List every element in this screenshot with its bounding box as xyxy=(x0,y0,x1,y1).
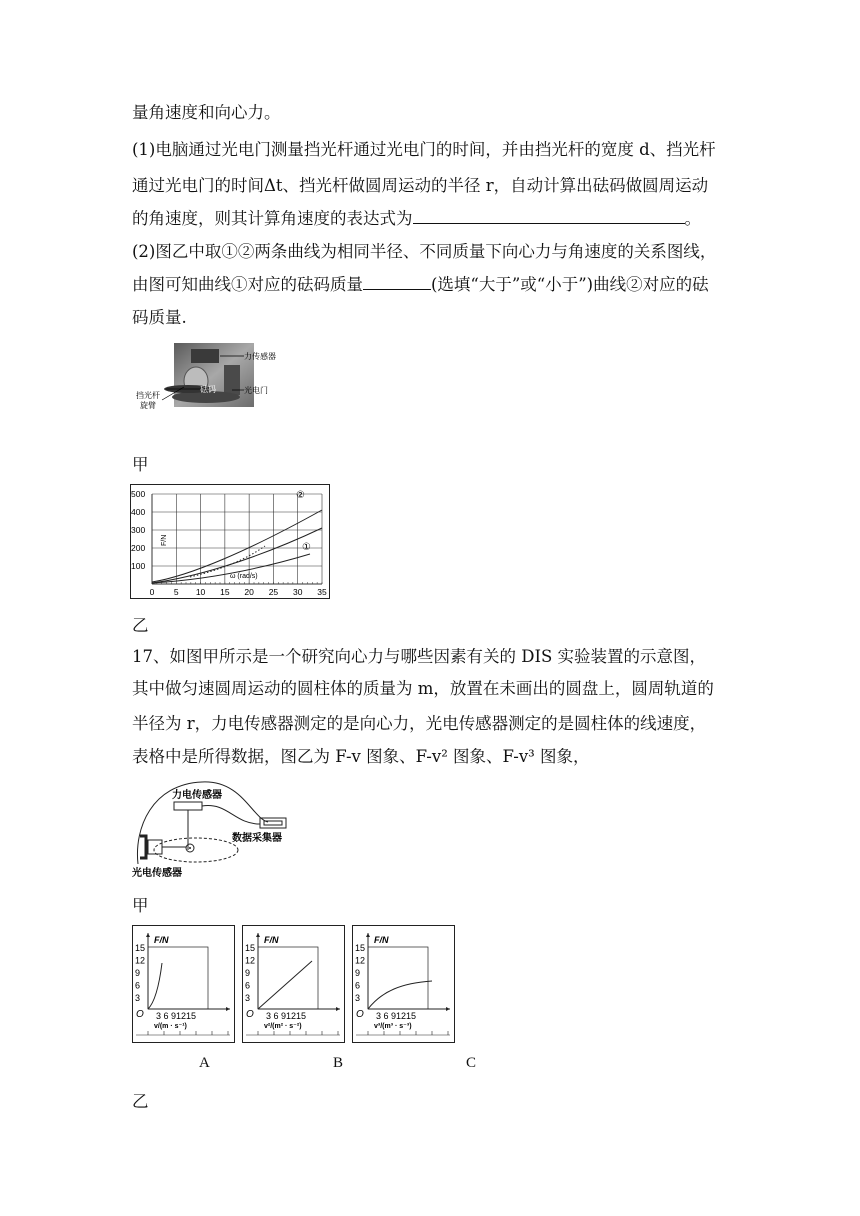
small-y-tick: 15 xyxy=(135,943,146,953)
small-x-label: v/(m · s⁻¹) xyxy=(154,1023,187,1030)
figure-caption-jia: 甲 xyxy=(132,455,149,474)
small-x-ticks: 3 6 91215 xyxy=(156,1011,197,1021)
small-chart-curve xyxy=(368,981,432,1009)
x-tick-label: 5 xyxy=(173,587,179,597)
schematic-collector-label: 数据采集器 xyxy=(232,833,282,844)
small-y-tick: 12 xyxy=(135,955,146,966)
option-a: A xyxy=(199,1055,210,1071)
y-tick-label: 200 xyxy=(131,543,146,553)
label-arm2: 旋臂 xyxy=(140,401,156,409)
q17-line-3: 半径为 r，力电传感器测定的是向心力，光电传感器测定的是圆柱体的线速度， xyxy=(132,714,707,733)
x-arrow-icon xyxy=(446,1007,450,1011)
plot-region xyxy=(148,947,208,1009)
answer-prompt: 的角速度，则其计算角速度的表达式为 xyxy=(132,209,413,228)
x-tick-label: 10 xyxy=(195,587,206,597)
y-axis-label: F/N xyxy=(161,534,168,546)
small-y-tick: 3 xyxy=(135,993,141,1003)
small-chart-curve xyxy=(148,963,162,1009)
small-y-tick: 3 xyxy=(245,993,251,1003)
question-part-2: (2)图乙中取①②两条曲线为相同半径、不同质量下向心力与角速度的关系图线， xyxy=(132,242,717,261)
figure-caption-jia-2: 甲 xyxy=(132,896,149,915)
curve-1-label: ① xyxy=(302,542,311,553)
small-y-label: F/N xyxy=(154,935,169,945)
small-y-label: F/N xyxy=(264,935,279,945)
y-arrow-icon xyxy=(256,933,260,937)
y-tick-label: 500 xyxy=(131,489,146,499)
y-tick-label: 400 xyxy=(131,507,146,517)
y-tick-label: 300 xyxy=(131,525,146,535)
figure-caption-yi-2: 乙 xyxy=(132,1092,149,1111)
option-b: B xyxy=(333,1055,344,1071)
small-y-tick: 6 xyxy=(135,980,141,991)
small-y-tick: 3 xyxy=(355,993,361,1003)
question-part-2-end: 码质量. xyxy=(132,308,187,327)
small-chart-curve xyxy=(258,961,312,1009)
schematic-force-sensor-label: 力电传感器 xyxy=(172,790,222,801)
x-arrow-icon xyxy=(336,1007,340,1011)
question-part-1-cont: 通过光电门的时间Δt、挡光杆做圆周运动的半径 r，自动计算出砝码做圆周运动 xyxy=(132,176,709,195)
y-arrow-icon xyxy=(366,933,370,937)
question-part-1-end xyxy=(132,207,701,230)
option-c: C xyxy=(466,1055,477,1071)
x-tick-label: 35 xyxy=(317,587,327,597)
origin-label: O xyxy=(356,1009,364,1020)
x-arrow-icon xyxy=(226,1007,230,1011)
small-x-ticks: 3 6 91215 xyxy=(266,1011,307,1021)
text-line-1: 量角速度和向心力。 xyxy=(132,103,281,122)
label-photogate: 光电门 xyxy=(244,386,268,395)
origin-label: O xyxy=(136,1009,144,1020)
x-tick-label: 25 xyxy=(268,587,279,597)
figure-caption-yi: 乙 xyxy=(132,616,149,635)
small-y-tick: 6 xyxy=(355,980,361,991)
x-tick-label: 20 xyxy=(244,587,254,597)
period: 。 xyxy=(684,209,701,228)
q17-line-2: 其中做匀速圆周运动的圆柱体的质量为 m，放置在未画出的圆盘上，圆周轨道的 xyxy=(132,679,714,698)
small-charts xyxy=(132,925,460,1043)
q17-line-1: 17、如图甲所示是一个研究向心力与哪些因素有关的 DIS 实验装置的示意图， xyxy=(132,647,707,666)
small-y-label: F/N xyxy=(374,935,389,945)
apparatus-photo xyxy=(136,343,286,409)
y-tick-label: 100 xyxy=(131,561,146,571)
curve-2 xyxy=(152,510,322,582)
small-y-tick: 15 xyxy=(355,943,366,953)
label-force-sensor: 力传感器 xyxy=(244,352,276,361)
curve-2-label: ② xyxy=(296,490,305,501)
answer-prompt-2b: (选填“大于”或“小于”)曲线②对应的砝 xyxy=(431,275,709,294)
dis-schematic xyxy=(132,778,302,880)
x-tick-label: 30 xyxy=(292,587,303,597)
small-x-label: v³/(m³ · s⁻³) xyxy=(374,1023,412,1030)
schematic-photo-sensor-label: 光电传感器 xyxy=(132,868,182,879)
x-tick-label: 0 xyxy=(149,587,155,597)
label-weight: 砝码 xyxy=(200,385,216,394)
answer-blank-2[interactable] xyxy=(363,273,431,290)
question-part-1: (1)电脑通过光电门测量挡光杆通过光电门的时间，并由挡光杆的宽度 d、挡光杆 xyxy=(132,140,716,159)
small-x-ticks: 3 6 91215 xyxy=(376,1011,417,1021)
x-tick-label: 15 xyxy=(220,587,230,597)
small-y-tick: 9 xyxy=(355,968,361,978)
small-y-tick: 12 xyxy=(355,955,366,966)
small-y-tick: 6 xyxy=(245,980,251,991)
answer-blank-1[interactable] xyxy=(413,207,685,224)
small-x-label: v²/(m² · s⁻²) xyxy=(264,1023,302,1030)
answer-prompt-2: 由图可知曲线①对应的砝码质量 xyxy=(132,275,363,294)
force-omega-chart xyxy=(130,484,330,599)
plot-region xyxy=(258,947,318,1009)
small-y-tick: 15 xyxy=(245,943,256,953)
small-y-tick: 12 xyxy=(245,955,256,966)
small-y-tick: 9 xyxy=(135,968,141,978)
label-arm: 挡光杆 xyxy=(136,391,160,400)
x-axis-label: ω (rad/s) xyxy=(230,573,258,580)
origin-label: O xyxy=(246,1009,254,1020)
q17-line-4: 表格中是所得数据，图乙为 F-v 图象、F-v² 图象、F-v³ 图象， xyxy=(132,747,590,766)
question-part-2-cont xyxy=(132,273,709,296)
y-arrow-icon xyxy=(146,933,150,937)
small-y-tick: 9 xyxy=(245,968,251,978)
